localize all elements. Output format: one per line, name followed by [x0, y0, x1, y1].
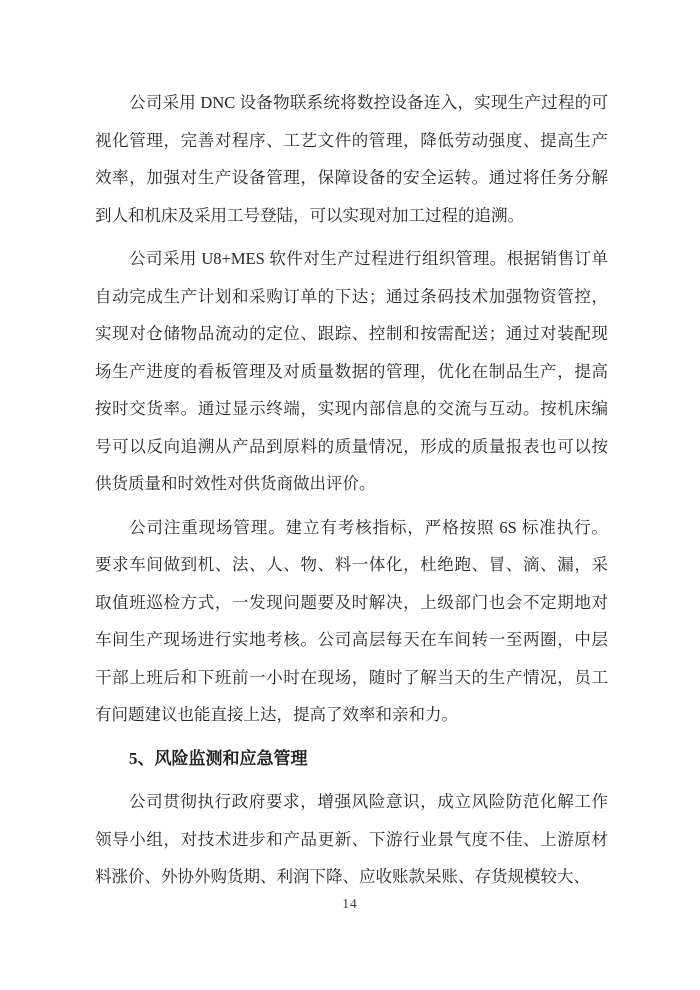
- text-line: 料涨价、外协外购货期、利润下降、应收账款呆账、存货规模较大、: [95, 867, 590, 886]
- text-line: 领导小组，对技术进步和产品更新、下游行业景气度不佳、上游原材: [95, 829, 608, 849]
- text-line: 场生产进度的看板管理及对质量数据的管理，优化在制品生产，提高: [95, 361, 608, 381]
- text-line: 公司采用 DNC 设备物联系统将数控设备连入，实现生产过程的可: [129, 93, 608, 112]
- paragraph: [95, 84, 608, 234]
- text-line: 视化管理，完善对程序、工艺文件的管理，降低劳动强度、提高生产: [95, 130, 608, 150]
- paragraph: [95, 509, 608, 734]
- page-number: 14: [342, 896, 358, 911]
- text-line: 实现对仓储物品流动的定位、跟踪、控制和按需配送；通过对装配现: [95, 324, 608, 343]
- text-line: 公司注重现场管理。建立有考核指标，严格按照 6S 标准执行。: [129, 517, 608, 537]
- text-line: 公司贯彻执行政府要求，增强风险意识，成立风险防范化解工作: [129, 792, 608, 811]
- text-line: 干部上班后和下班前一小时在现场，随时了解当天的生产情况，员工: [95, 667, 608, 687]
- text-line: 自动完成生产计划和采购订单的下达；通过条码技术加强物资管控，: [95, 286, 608, 306]
- text-line: 到人和机床及采用工号登陆，可以实现对加工过程的追溯。: [95, 205, 524, 225]
- text-line: 有问题建议也能直接上达，提高了效率和亲和力。: [95, 705, 458, 724]
- text-line: 取值班巡检方式，一发现问题要及时解决，上级部门也会不定期地对: [95, 592, 608, 612]
- text-line: 车间生产现场进行实地考核。公司高层每天在车间转一至两圈，中层: [95, 630, 608, 649]
- paragraph: [95, 240, 608, 503]
- page-footer: [0, 894, 700, 914]
- text-line: 效率，加强对生产设备管理，保障设备的安全运转。通过将任务分解: [95, 168, 608, 187]
- text-line: 要求车间做到机、法、人、物、料一体化，杜绝跑、冒、滴、漏，采: [95, 555, 608, 574]
- paragraph: [95, 783, 608, 896]
- text-line: 号可以反向追溯从产品到原料的质量情况，形成的质量报表也可以按: [95, 436, 608, 456]
- text-line: 按时交货率。通过显示终端，实现内部信息的交流与互动。按机床编: [95, 399, 608, 418]
- section-heading: [95, 740, 608, 778]
- text-line: 供货质量和时效性对供货商做出评价。: [95, 474, 376, 493]
- text-line: 公司采用 U8+MES 软件对生产过程进行组织管理。根据销售订单: [129, 249, 608, 268]
- heading-text-line: 5、风险监测和应急管理: [129, 748, 308, 768]
